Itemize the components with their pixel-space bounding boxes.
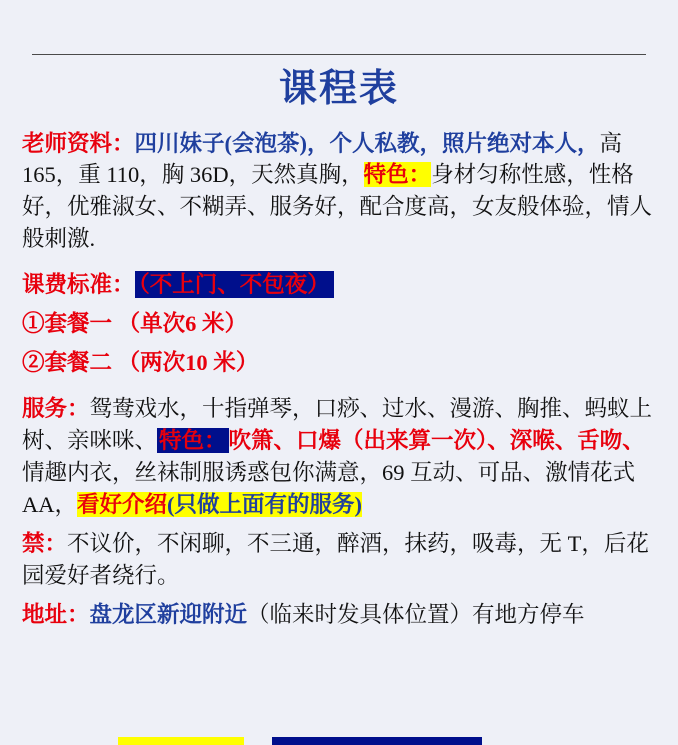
fee-item-2-name: 套餐二: [44, 350, 113, 376]
service-paragraph: [22, 393, 656, 521]
service-highlight-red: 看好介绍: [77, 491, 168, 517]
fee-item-1-prefix: （单次: [117, 311, 186, 337]
teacher-info-text-3: 身材匀称性感，性格好，优雅淑女、不糊弄、服务好，配合度高，女友般体验，情人般刺激.: [22, 162, 653, 252]
fee-boxed-note: （不上门、不包夜）: [135, 271, 334, 298]
forbidden-paragraph: [22, 528, 656, 592]
teacher-info-text-2: 高 165，重 110，胸 36D，天然真胸，: [22, 130, 623, 188]
service-text-1: 鸳鸯戏水，十指弹琴，口痧、过水、漫游、胸推、蚂蚁上树、亲咪咪、: [22, 396, 653, 453]
service-feature-box: 特色：: [159, 428, 227, 453]
fee-item-2: [22, 347, 656, 379]
address-place: 盘龙区新迎附近: [89, 601, 248, 627]
fee-item-1-price: 6 米: [185, 311, 225, 337]
cropped-bottom-content: [0, 737, 678, 745]
service-highlight-blue: (只做上面有的服务): [167, 491, 363, 517]
fee-item-2-suffix: ）: [235, 350, 259, 376]
page-title: 课程表: [278, 68, 399, 110]
teacher-feature-highlight: 特色：: [363, 162, 432, 188]
address-text: （临来时发具体位置）有地方停车: [247, 601, 585, 627]
address-label: 地址：: [22, 601, 90, 627]
teacher-info-text-1: 四川妹子(会泡茶)，个人私教，照片绝对本人，: [134, 130, 600, 156]
service-text-2: 吹箫、口爆（出来算一次）、深喉、舌吻、: [228, 428, 645, 453]
address-paragraph: [22, 599, 656, 631]
fee-item-2-index: ②: [22, 350, 45, 376]
fee-item-1-index: ①: [22, 311, 45, 337]
forbidden-text: 不议价，不闲聊，不三通，醉酒，抹药，吸毒，无 T，后花园爱好者绕行。: [22, 530, 649, 588]
bottom-yellow-highlight-fragment: [118, 737, 244, 745]
teacher-info-paragraph: [22, 128, 656, 256]
fee-standard-label: 课费标准：: [22, 272, 135, 298]
bottom-navy-box-fragment: [272, 737, 470, 745]
fee-item-2-prefix: （两次: [117, 350, 186, 376]
fee-item-1-suffix: ）: [224, 311, 248, 337]
fee-item-2-price: 10 米: [185, 350, 236, 376]
fee-item-1: [22, 308, 656, 340]
header-divider: [32, 54, 646, 55]
service-label: 服务：: [22, 396, 90, 422]
fee-standard-line: [22, 269, 656, 301]
service-text-3: 情趣内衣，丝袜制服诱惑包你满意，69 互动、可品、激情花式 AA，: [22, 459, 636, 517]
bottom-navy-box-fragment-2: [470, 737, 482, 745]
fee-item-1-name: 套餐一: [44, 311, 113, 337]
forbidden-label: 禁：: [22, 530, 68, 556]
teacher-info-label: 老师资料：: [22, 130, 135, 156]
